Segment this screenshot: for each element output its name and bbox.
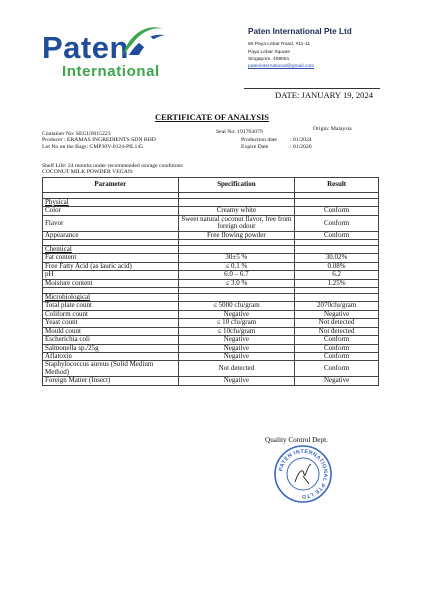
specification-cell: ≤ 10cfu/gram (178, 327, 295, 335)
specification-cell: Not detected (178, 361, 295, 377)
production-date-label: Production date (241, 137, 277, 143)
result-cell: 6.2 (295, 271, 379, 279)
column-header: Specification (178, 178, 295, 193)
table-row (43, 215, 379, 231)
parameter-cell: Aflatoxin (43, 352, 179, 360)
header-divider (244, 88, 380, 89)
specification-cell: Free flowing powder (178, 231, 295, 239)
lot-number: Lot No on the Bags: CMP30V-0124-PIL145 (42, 144, 144, 150)
company-email-link[interactable]: pateninternational@gmail.com (248, 64, 315, 69)
table-row (43, 262, 379, 270)
parameter-cell: Flavor (43, 215, 179, 231)
expire-date-value: : 01/2026 (290, 144, 312, 150)
result-cell: Not detected (295, 319, 379, 327)
parameter-cell: Fat content (43, 254, 179, 262)
parameter-cell: Mould count (43, 327, 179, 335)
specification-cell: ≤ 5000 cfu/gram (178, 302, 295, 310)
producer: Producer : ERAMAS INGREDIENTS SDN BHD (42, 137, 156, 143)
company-name: Paten International Pte Ltd (248, 27, 352, 36)
specification-cell: Negative (178, 344, 295, 352)
specification-cell: Creamy white (178, 207, 295, 215)
document-title: CERTIFICATE OF ANALYSIS (155, 113, 269, 122)
address-line: Singapore, 409051 (248, 57, 290, 62)
parameter-cell: Salmonella sp./25g (43, 344, 179, 352)
quality-control-label: Quality Control Dept. (265, 436, 328, 444)
specification-cell: 30±5 % (178, 254, 295, 262)
result-cell: Conform (295, 215, 379, 231)
logo-wordmark-international: International (62, 63, 160, 80)
seal-number: Seal No: 191703079 (216, 129, 263, 135)
section-title: Chemical (43, 246, 179, 254)
document-date: DATE: JANUARY 19, 2024 (275, 90, 374, 100)
parameter-cell: pH (43, 271, 179, 279)
specification-cell: ≤ 10 cfu/gram (178, 319, 295, 327)
specification-cell: ≤ 3.0 % (178, 279, 295, 287)
table-row (43, 361, 379, 377)
result-cell: Conform (295, 336, 379, 344)
column-header: Parameter (43, 178, 179, 193)
address-line: 60 Paya Lebar Road, #11-11 (248, 42, 311, 47)
table-row (43, 231, 379, 239)
column-header: Result (295, 178, 379, 193)
table-row (43, 336, 379, 344)
table-row (43, 271, 379, 279)
result-cell: 0.08% (295, 262, 379, 270)
address-line: Paya Lebar Square (248, 50, 291, 55)
parameter-cell: Color (43, 207, 179, 215)
handshake-logo-icon (119, 21, 167, 61)
table-row (43, 377, 379, 385)
result-cell: Conform (295, 361, 379, 377)
product-name: COCONUT MILK POWDER VEGAN: (42, 169, 134, 175)
table-row (43, 279, 379, 287)
svg-text:PATEN INTERNATIONAL PTE LTD: PATEN INTERNATIONAL PTE LTD (278, 448, 329, 500)
parameter-cell: Coliform count (43, 310, 179, 318)
result-cell: Conform (295, 207, 379, 215)
parameter-cell: Yeast count (43, 319, 179, 327)
section-title: Physical (43, 199, 179, 207)
parameter-cell: Foreign Matter (Insect) (43, 377, 179, 385)
specification-cell: Negative (178, 352, 295, 360)
analysis-table (42, 177, 379, 386)
parameter-cell: Total plate count (43, 302, 179, 310)
section-title: Microbiological (43, 294, 179, 302)
parameter-cell: Escherichia coli (43, 336, 179, 344)
table-row (43, 319, 379, 327)
specification-cell: Negative (178, 377, 295, 385)
company-stamp-icon (273, 444, 333, 504)
result-cell: Negative (295, 310, 379, 318)
parameter-cell: Appearance (43, 231, 179, 239)
parameter-cell: Free Fatty Acid (as lauric acid) (43, 262, 179, 270)
result-cell: Conform (295, 231, 379, 239)
origin: Origin: Malaysia (313, 126, 352, 132)
result-cell: 2070cfu/gram (295, 302, 379, 310)
result-cell: 30.02% (295, 254, 379, 262)
production-date-value: : 01/2024 (290, 137, 312, 143)
specification-cell: Negative (178, 310, 295, 318)
specification-cell: 6.0 – 6.7 (178, 271, 295, 279)
result-cell: Not detected (295, 327, 379, 335)
result-cell: Negative (295, 377, 379, 385)
specification-cell: Sweet natural coconut flavor, free from foreign odour (178, 215, 295, 231)
specification-cell: ≤ 0.1 % (178, 262, 295, 270)
table-header-row (43, 178, 379, 193)
shelf-life: Shelf Life: 24 months under recommended storage conditions (42, 163, 183, 169)
expire-date-label: Expire Date (241, 144, 269, 150)
parameter-cell: Staphylococcus aureus (Solid Medium Method) (43, 361, 179, 377)
specification-cell: Negative (178, 336, 295, 344)
result-cell: Conform (295, 352, 379, 360)
result-cell: 1.25% (295, 279, 379, 287)
result-cell: Conform (295, 344, 379, 352)
container-number: Container No: SEGU6015223 (42, 131, 111, 137)
parameter-cell: Moisture content (43, 279, 179, 287)
logo-wordmark-paten: Paten (42, 30, 129, 65)
